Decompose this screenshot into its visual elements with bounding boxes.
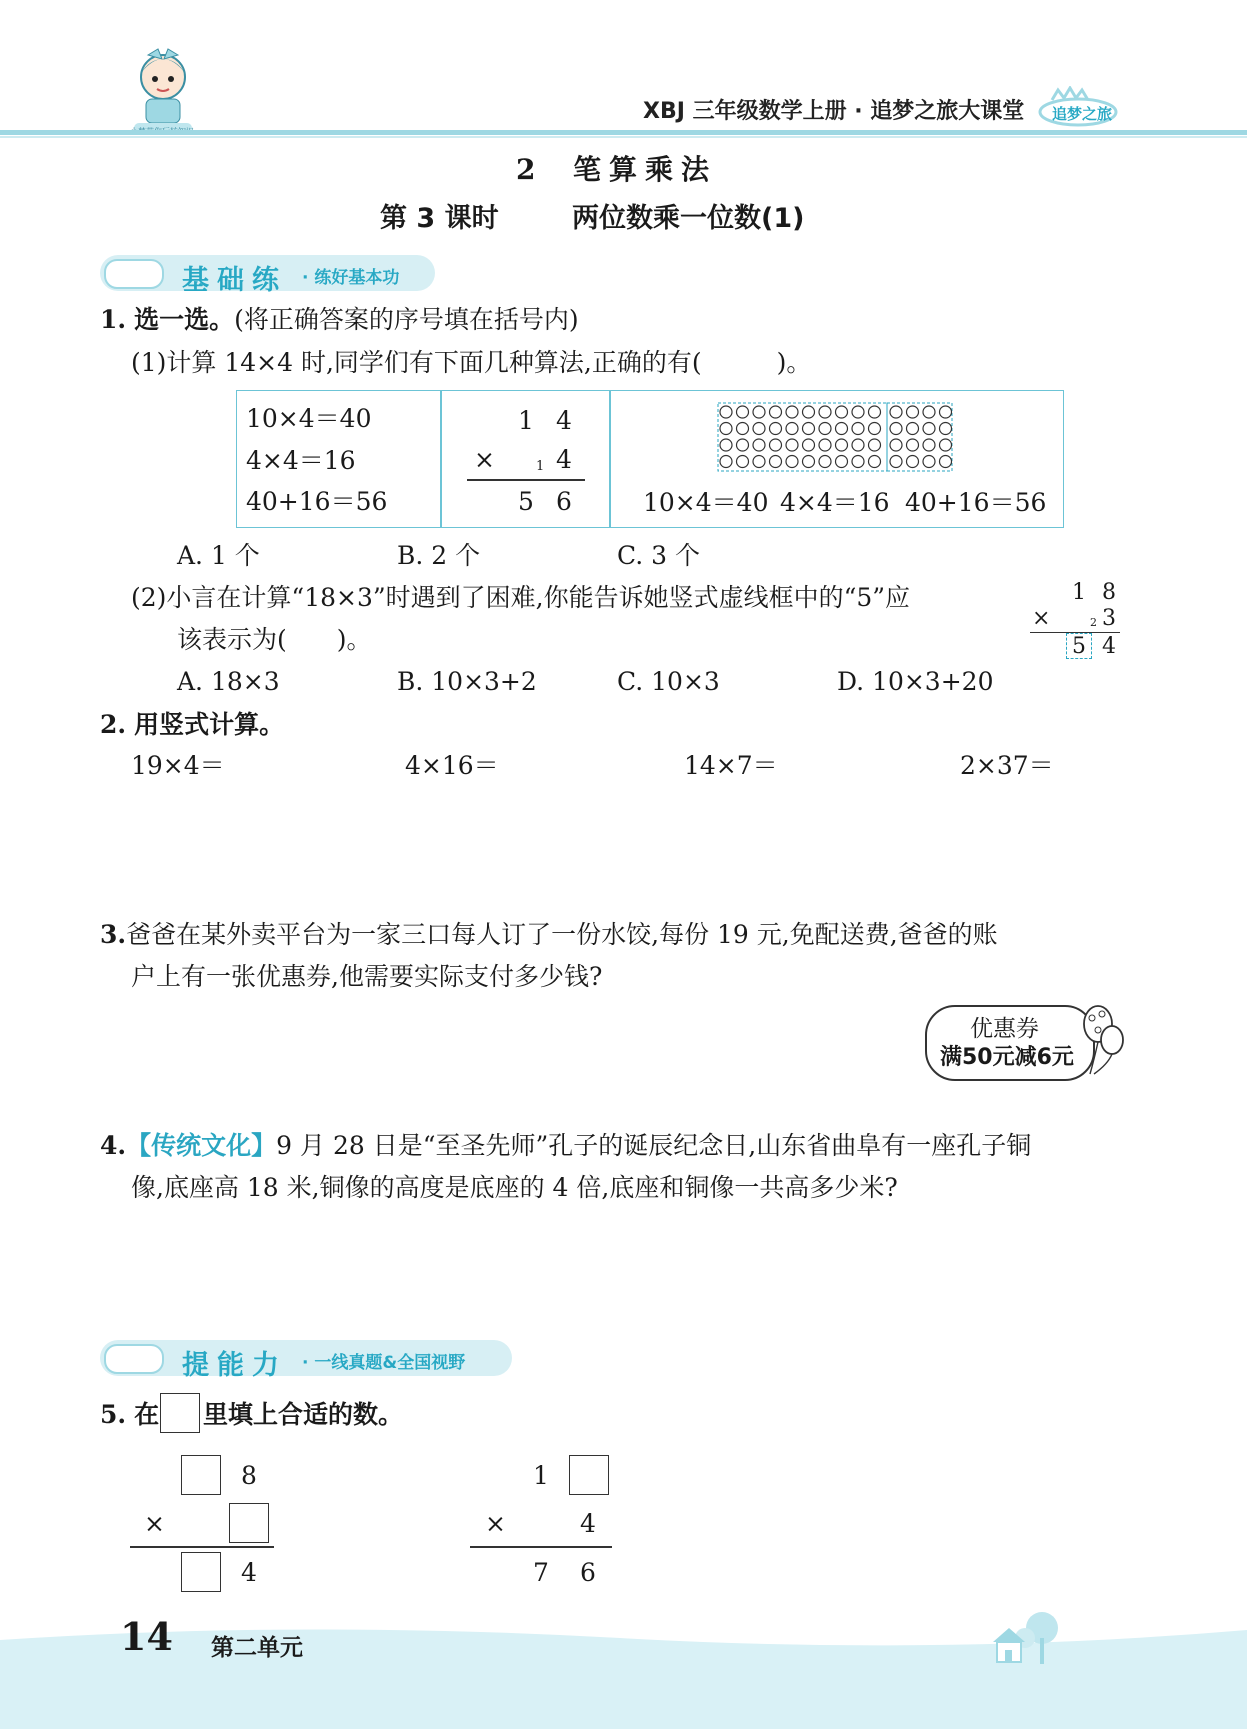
dot bbox=[869, 423, 881, 435]
dot bbox=[923, 406, 935, 418]
dot bbox=[803, 439, 815, 451]
dot bbox=[737, 439, 749, 451]
dot bbox=[786, 406, 798, 418]
q1-heading: 1. 选一选。(将正确答案的序号填在括号内) bbox=[100, 305, 579, 334]
dot bbox=[803, 423, 815, 435]
dot bbox=[803, 456, 815, 468]
lesson-number: 第 3 课时 bbox=[380, 203, 499, 234]
q5b-multiplier: 4 bbox=[580, 1509, 596, 1538]
dot bbox=[852, 423, 864, 435]
v18-result-tens: 5 bbox=[1072, 634, 1086, 659]
q2-heading: 2. 用竖式计算。 bbox=[100, 710, 285, 739]
dot bbox=[753, 456, 765, 468]
q1-part2-text-line-1: (2)小言在计算“18×3”时遇到了困难,你能告诉她竖式虚线框中的“5”应 bbox=[131, 583, 911, 612]
section-logo-badge-2 bbox=[104, 1344, 164, 1374]
q1-part2-text-line-2: 该表示为( )。 bbox=[177, 625, 372, 654]
q5b-top-ones-input[interactable] bbox=[569, 1455, 609, 1495]
q5b-rule bbox=[470, 1546, 612, 1548]
method-a-line-3: 40+16＝56 bbox=[246, 487, 388, 516]
v18-result-ones: 4 bbox=[1102, 634, 1116, 659]
q2-item-4: 2×37＝ bbox=[960, 751, 1054, 780]
dot bbox=[869, 406, 881, 418]
dot bbox=[869, 439, 881, 451]
q3-number: 3 bbox=[100, 920, 118, 949]
q1-part1-option-b[interactable]: B. 2 个 bbox=[397, 541, 481, 570]
dot bbox=[940, 406, 952, 418]
dot bbox=[819, 456, 831, 468]
q1-part2-option-a[interactable]: A. 18×3 bbox=[177, 667, 280, 696]
dot bbox=[786, 423, 798, 435]
q1-title: 选一选。 bbox=[134, 305, 235, 334]
dot bbox=[923, 456, 935, 468]
vertical-18x3 bbox=[1030, 580, 1120, 660]
dot bbox=[940, 456, 952, 468]
method-a-line-2: 4×4＝16 bbox=[246, 446, 356, 475]
q5-text-before: 在 bbox=[134, 1400, 160, 1429]
q1-part2-option-c[interactable]: C. 10×3 bbox=[617, 667, 720, 696]
method-b-result-tens: 5 bbox=[518, 487, 534, 516]
q1-part1-option-c[interactable]: C. 3 个 bbox=[617, 541, 700, 570]
method-b-rule bbox=[467, 479, 585, 481]
chapter-number: 2 bbox=[516, 153, 536, 186]
dot bbox=[819, 406, 831, 418]
dot bbox=[770, 406, 782, 418]
q2-item-1: 19×4＝ bbox=[131, 751, 225, 780]
q4-text-line-2: 像,底座高 18 米,铜像的高度是底座的 4 倍,底座和铜像一共高多少米? bbox=[131, 1173, 898, 1202]
dot bbox=[786, 439, 798, 451]
header-divider-thin bbox=[0, 136, 1247, 138]
v18-top-ones: 8 bbox=[1102, 580, 1116, 605]
q5a-top-tens-input[interactable] bbox=[181, 1455, 221, 1495]
dot bbox=[907, 406, 919, 418]
dot bbox=[836, 406, 848, 418]
book-title: XBJ 三年级数学上册 · 追梦之旅大课堂 bbox=[643, 99, 1025, 124]
dot bbox=[737, 456, 749, 468]
dot bbox=[852, 456, 864, 468]
q4-tag: 【传统文化】 bbox=[126, 1131, 277, 1160]
q1-part2-option-d[interactable]: D. 10×3+20 bbox=[837, 667, 994, 696]
v18-bottom: 3 bbox=[1102, 606, 1116, 631]
table-divider-1 bbox=[440, 391, 442, 527]
mascot-illustration bbox=[128, 45, 198, 135]
q5a-operator: × bbox=[144, 1509, 165, 1538]
q5a-multiplier-input[interactable] bbox=[229, 1503, 269, 1543]
coupon-text: 满50元减6元 bbox=[940, 1045, 1074, 1070]
dot bbox=[836, 423, 848, 435]
q3-line-1: 3.爸爸在某外卖平台为一家三口每人订了一份水饺,每份 19 元,免配送费,爸爸的账 bbox=[100, 920, 998, 949]
q4-number: 4 bbox=[100, 1131, 118, 1160]
q1-part2-option-b[interactable]: B. 10×3+2 bbox=[397, 667, 537, 696]
q5a-result-ones: 4 bbox=[241, 1558, 257, 1587]
dot bbox=[890, 439, 902, 451]
q4-line-1: 4.【传统文化】9 月 28 日是“至圣先师”孔子的诞辰纪念日,山东省曲阜有一座孔子铜 bbox=[100, 1131, 1032, 1160]
q1-part1-option-a[interactable]: A. 1 个 bbox=[177, 541, 260, 570]
dot bbox=[890, 406, 902, 418]
section-subtitle-ability: · 一线真题&全国视野 bbox=[302, 1353, 466, 1373]
section-title-basic: 基础练 bbox=[182, 265, 287, 296]
q5-text-after: 里填上合适的数。 bbox=[203, 1400, 404, 1429]
dot bbox=[923, 423, 935, 435]
q1-instruction: (将正确答案的序号填在括号内) bbox=[234, 305, 579, 334]
balloons-icon bbox=[1080, 1000, 1130, 1080]
method-b-operator: × bbox=[474, 445, 495, 474]
v18-top-tens: 1 bbox=[1072, 580, 1086, 605]
dot bbox=[940, 439, 952, 451]
dot bbox=[836, 456, 848, 468]
method-a-line-1: 10×4＝40 bbox=[246, 404, 372, 433]
q2-item-3: 14×7＝ bbox=[684, 751, 778, 780]
methods-table bbox=[236, 390, 1064, 528]
unit-label: 第二单元 bbox=[211, 1635, 303, 1661]
dot bbox=[720, 456, 732, 468]
method-c-line-3: 40+16＝56 bbox=[905, 488, 1047, 517]
house-tree-icon bbox=[985, 1608, 1065, 1666]
q2-item-2: 4×16＝ bbox=[405, 751, 499, 780]
dot-group-border bbox=[887, 403, 952, 471]
dot bbox=[907, 456, 919, 468]
method-b-result-ones: 6 bbox=[556, 487, 572, 516]
section-title-ability: 提能力 bbox=[182, 1350, 287, 1381]
dot-array-image bbox=[717, 402, 953, 472]
q5-heading: 5. 在 bbox=[100, 1400, 160, 1429]
dot bbox=[852, 406, 864, 418]
dot bbox=[720, 406, 732, 418]
method-c-line-1: 10×4＝40 bbox=[643, 488, 769, 517]
q2-title: 用竖式计算。 bbox=[134, 710, 285, 739]
q5a-top-ones: 8 bbox=[241, 1461, 257, 1490]
dot bbox=[819, 423, 831, 435]
q1-number: 1 bbox=[100, 305, 118, 334]
coupon-title: 优惠券 bbox=[970, 1016, 1039, 1042]
q2-number: 2 bbox=[100, 710, 118, 739]
header-divider bbox=[0, 130, 1247, 135]
method-b-top-tens: 1 bbox=[518, 406, 534, 435]
dot bbox=[923, 439, 935, 451]
q5-number: 5 bbox=[100, 1400, 118, 1429]
dot bbox=[770, 456, 782, 468]
q1-part1-text: (1)计算 14×4 时,同学们有下面几种算法,正确的有( )。 bbox=[131, 348, 812, 377]
section-logo-badge bbox=[104, 259, 164, 289]
method-b-carry: 1 bbox=[536, 459, 545, 474]
dot bbox=[907, 439, 919, 451]
chapter-title: 笔算乘法 bbox=[573, 153, 718, 186]
q5b-result-ones: 6 bbox=[580, 1558, 596, 1587]
v18-carry: 2 bbox=[1090, 616, 1097, 629]
brand-badge: 追梦之旅 bbox=[1052, 105, 1113, 123]
dot bbox=[720, 423, 732, 435]
q3-text-line-1: 爸爸在某外卖平台为一家三口每人订了一份水饺,每份 19 元,免配送费,爸爸的账 bbox=[126, 920, 998, 949]
v18-operator: × bbox=[1032, 606, 1051, 631]
dot bbox=[737, 406, 749, 418]
dot bbox=[940, 423, 952, 435]
dot bbox=[819, 439, 831, 451]
method-c-line-2: 4×4＝16 bbox=[780, 488, 890, 517]
q5b-operator: × bbox=[485, 1509, 506, 1538]
q5b-top-tens: 1 bbox=[533, 1461, 549, 1490]
page-number: 14 bbox=[120, 1614, 173, 1659]
dot bbox=[786, 456, 798, 468]
dot bbox=[803, 406, 815, 418]
q5-heading-blank-box bbox=[160, 1393, 200, 1433]
dot bbox=[890, 423, 902, 435]
dot bbox=[737, 423, 749, 435]
method-b-bottom: 4 bbox=[556, 445, 572, 474]
dot bbox=[770, 423, 782, 435]
dot bbox=[907, 423, 919, 435]
dot bbox=[890, 456, 902, 468]
q3-text-line-2: 户上有一张优惠券,他需要实际支付多少钱? bbox=[131, 962, 603, 991]
dot bbox=[869, 456, 881, 468]
q5a-rule bbox=[130, 1546, 274, 1548]
dot bbox=[720, 439, 732, 451]
dot bbox=[770, 439, 782, 451]
dot bbox=[753, 423, 765, 435]
dot bbox=[836, 439, 848, 451]
q5a-result-tens-input[interactable] bbox=[181, 1552, 221, 1592]
section-subtitle-basic: · 练好基本功 bbox=[302, 268, 400, 288]
q5b-result-tens: 7 bbox=[533, 1558, 549, 1587]
lesson-title: 两位数乘一位数(1) bbox=[572, 203, 805, 234]
dot bbox=[753, 406, 765, 418]
dot bbox=[852, 439, 864, 451]
method-b-top-ones: 4 bbox=[556, 406, 572, 435]
q4-text-line-1: 9 月 28 日是“至圣先师”孔子的诞辰纪念日,山东省曲阜有一座孔子铜 bbox=[276, 1131, 1032, 1160]
table-divider-2 bbox=[609, 391, 611, 527]
dot bbox=[753, 439, 765, 451]
